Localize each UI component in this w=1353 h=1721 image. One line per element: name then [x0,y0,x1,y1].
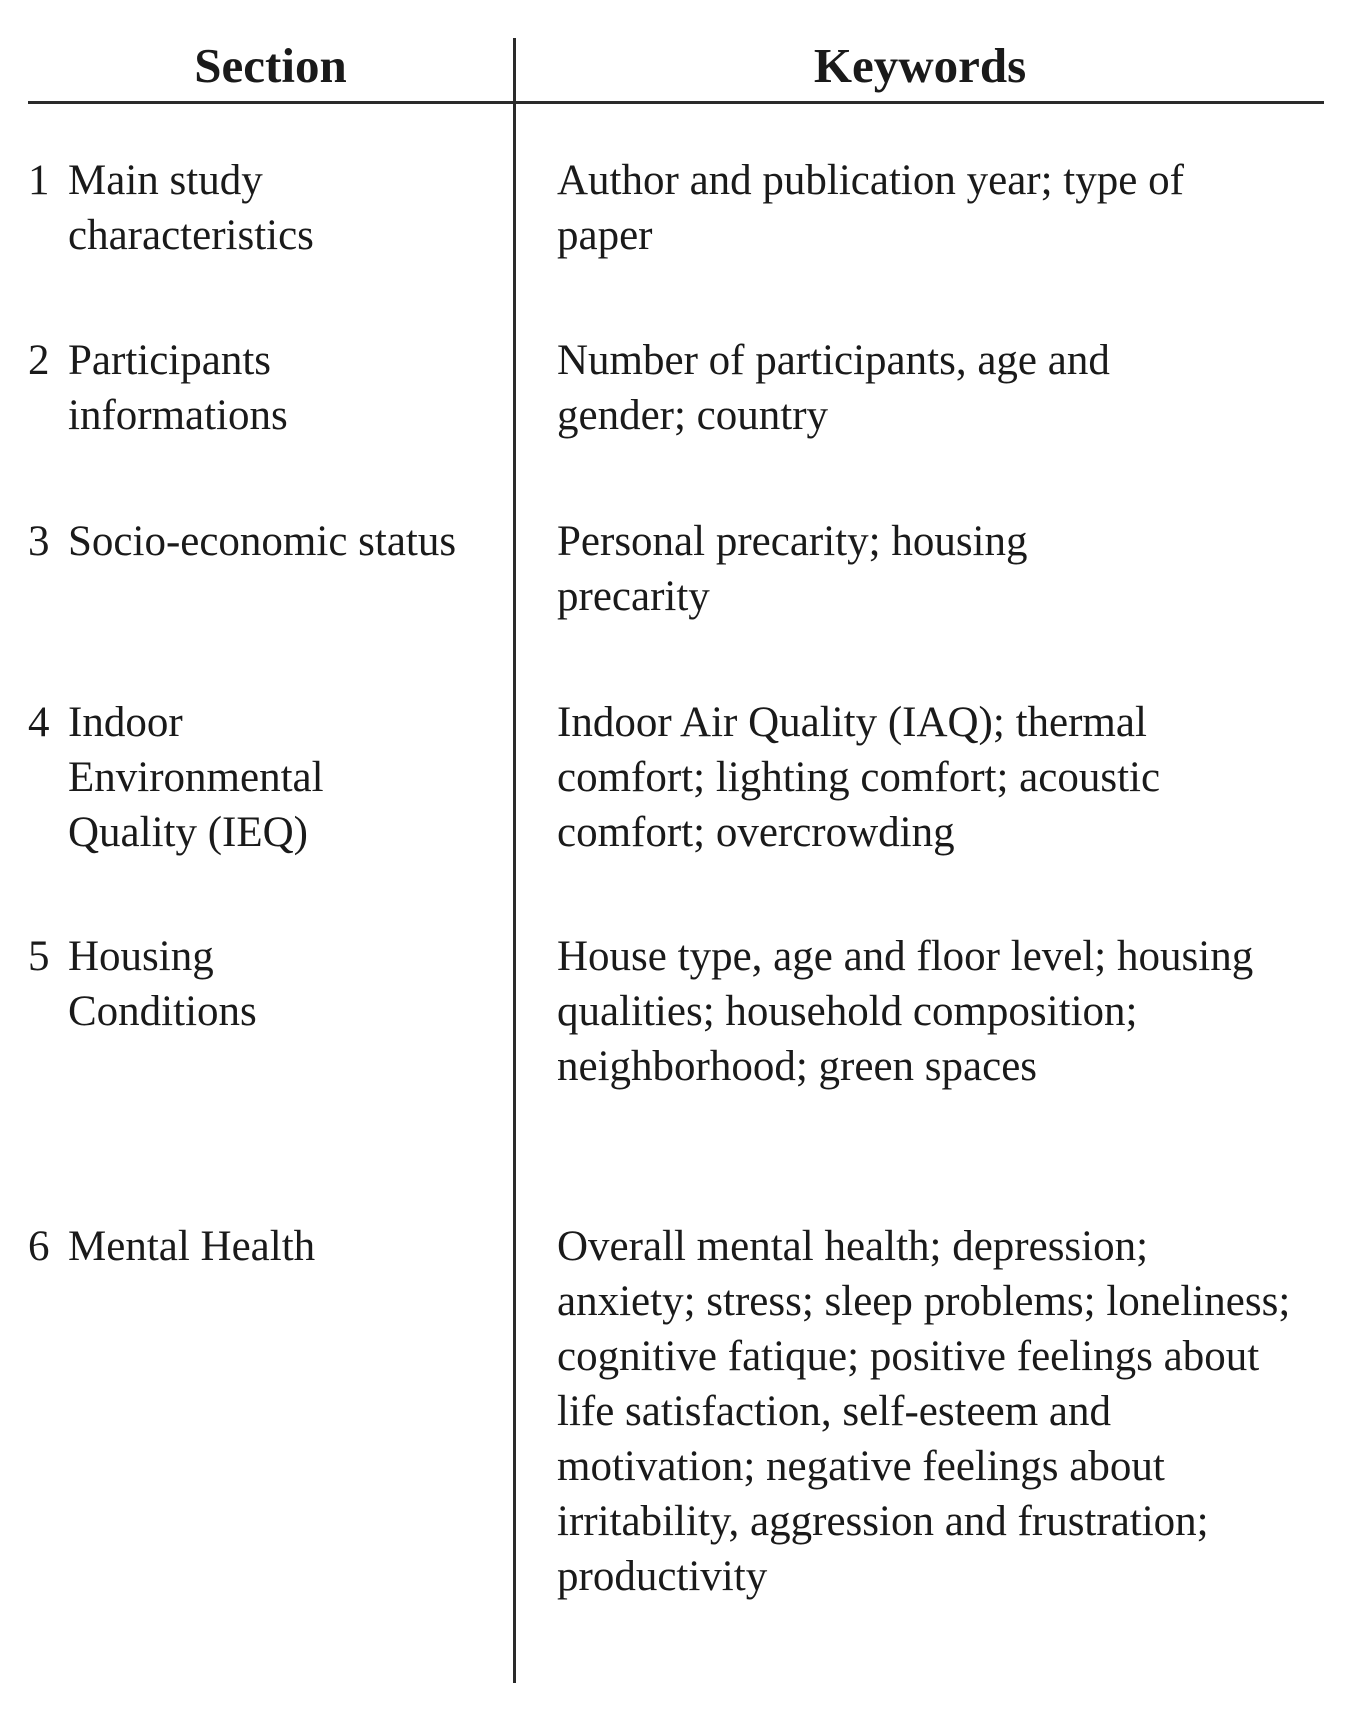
section-cell [28,1219,508,1274]
section-label: Participants informations [68,337,288,439]
keywords-cell: Indoor Air Quality (IAQ); thermal comfort; lighting comfort; acoustic comfort; overcrowding [557,699,1161,856]
column-divider [513,38,516,1683]
section-label: Socio-economic status [68,518,457,565]
header-section: Section [194,38,347,93]
section-label: Indoor Environmental Quality (IEQ) [68,699,324,856]
section-number: 5 [28,933,50,980]
header-keywords: Keywords [813,38,1027,93]
section-number: 3 [28,518,50,565]
section-cell [28,333,508,443]
section-cell [28,153,508,263]
keywords-cell: Number of participants, age and gender; country [557,337,1110,439]
section-cell [28,695,508,860]
section-cell [28,514,508,569]
section-label: Main study characteristics [68,157,314,259]
keywords-cell: House type, age and floor level; housing qualities; household composition; neighborhood; green spaces [557,933,1254,1090]
keywords-cell: Personal precarity; housing precarity [557,518,1028,620]
section-cell [28,929,508,1039]
section-label: Housing Conditions [68,933,257,1035]
keywords-cell: Author and publication year; type of paper [557,157,1184,259]
keywords-cell: Overall mental health; depression; anxiety; stress; sleep problems; loneliness; cognitive fatique; positive feelings about life satisfaction, self-esteem and motivation; negative feelings about irritability, aggression and frustration; productivity [557,1223,1291,1600]
section-number: 2 [28,337,50,384]
section-number: 1 [28,157,50,204]
section-number: 4 [28,699,50,746]
header-divider [28,101,1324,104]
section-number: 6 [28,1223,50,1270]
section-label: Mental Health [68,1223,316,1270]
